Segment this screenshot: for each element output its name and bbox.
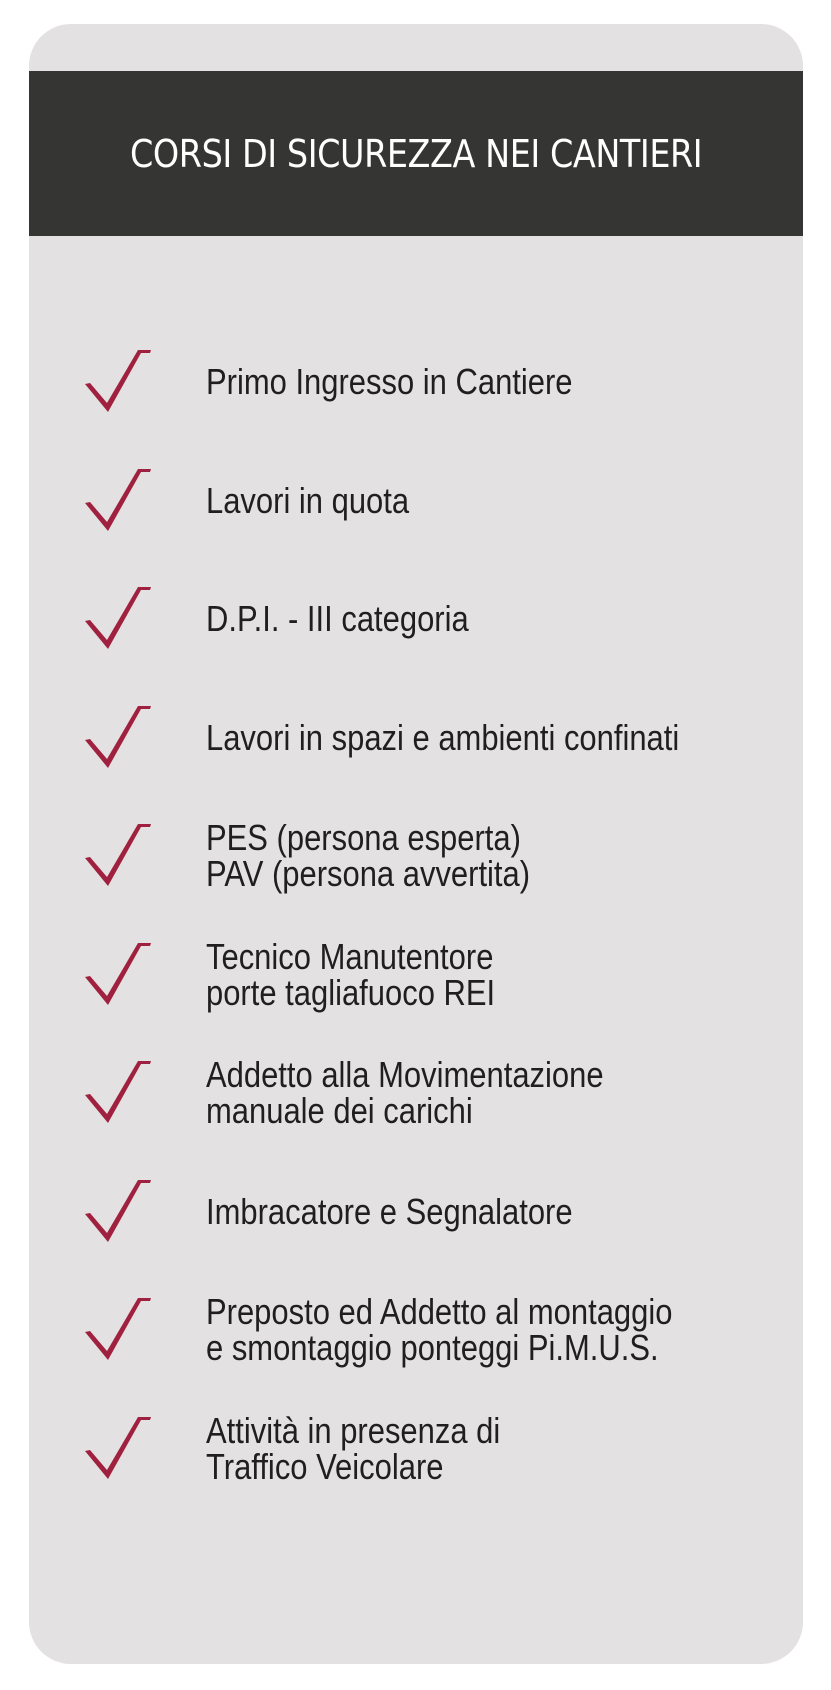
course-label bbox=[206, 361, 573, 402]
check-icon bbox=[83, 346, 153, 416]
course-label bbox=[206, 598, 469, 639]
check-icon bbox=[83, 465, 153, 535]
check-icon bbox=[83, 1057, 153, 1127]
course-item bbox=[29, 465, 803, 575]
course-label-line: PES (persona esperta) bbox=[206, 817, 521, 858]
course-label-line: Tecnico Manutentore bbox=[206, 935, 494, 977]
course-label bbox=[206, 1291, 673, 1368]
course-label-line: PAV (persona avvertita) bbox=[206, 853, 531, 894]
course-item bbox=[29, 935, 803, 1049]
course-item bbox=[29, 1291, 803, 1404]
course-label-line: Attività in presenza di bbox=[206, 1409, 501, 1451]
check-icon bbox=[83, 820, 153, 890]
course-label bbox=[206, 716, 680, 758]
course-label bbox=[206, 935, 496, 1013]
check-icon bbox=[83, 702, 153, 772]
course-label bbox=[206, 1054, 604, 1131]
page-title: CORSI DI SICUREZZA NEI CANTIERI bbox=[129, 131, 703, 176]
courses-card bbox=[29, 24, 803, 1664]
course-label-line: Addetto alla Movimentazione bbox=[206, 1054, 604, 1095]
course-list bbox=[29, 24, 803, 1664]
course-item bbox=[29, 702, 803, 812]
course-label-line: Lavori in quota bbox=[206, 479, 410, 521]
course-label bbox=[206, 479, 410, 521]
check-icon bbox=[83, 1413, 153, 1483]
check-icon bbox=[83, 1176, 153, 1246]
check-icon bbox=[83, 1294, 153, 1364]
course-label-line: Traffico Veicolare bbox=[206, 1445, 444, 1487]
course-label-line: Preposto ed Addetto al montaggio bbox=[206, 1291, 673, 1332]
course-item bbox=[29, 346, 803, 456]
check-icon bbox=[83, 939, 153, 1009]
course-item bbox=[29, 817, 803, 930]
course-label-line: porte tagliafuoco REI bbox=[206, 971, 496, 1013]
course-label-line: Imbracatore e Segnalatore bbox=[206, 1190, 573, 1232]
course-item bbox=[29, 1054, 803, 1167]
course-label-line: Lavori in spazi e ambienti confinati bbox=[206, 716, 680, 758]
course-item bbox=[29, 1409, 803, 1523]
check-icon bbox=[83, 583, 153, 653]
course-label-line: D.P.I. - III categoria bbox=[206, 598, 469, 639]
course-label-line: manuale dei carichi bbox=[206, 1090, 473, 1131]
course-label-line: e smontaggio ponteggi Pi.M.U.S. bbox=[206, 1327, 659, 1368]
course-label bbox=[206, 1409, 501, 1487]
course-item bbox=[29, 1176, 803, 1286]
course-label-line: Primo Ingresso in Cantiere bbox=[206, 361, 573, 402]
course-label bbox=[206, 817, 531, 894]
course-label bbox=[206, 1190, 573, 1232]
course-item bbox=[29, 583, 803, 693]
